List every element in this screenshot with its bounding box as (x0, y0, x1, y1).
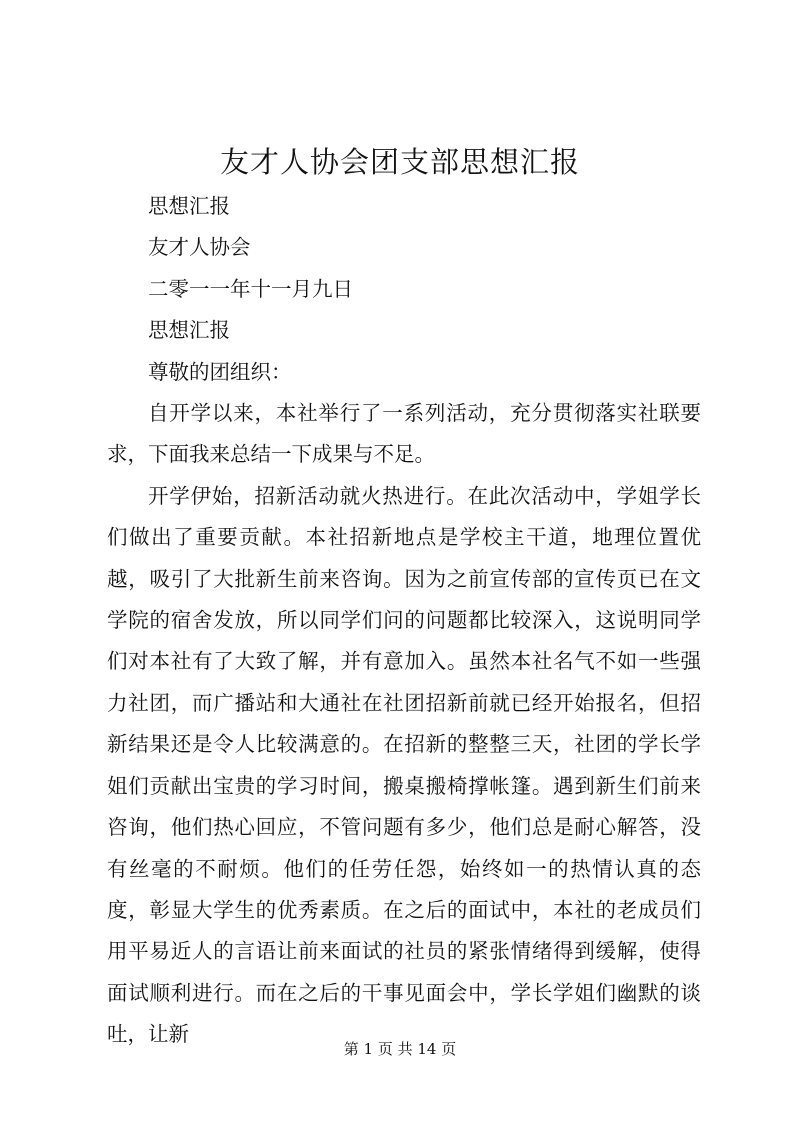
page-footer: 第 1 页 共 14 页 (343, 1040, 457, 1058)
paragraph-intro: 自开学以来，本社举行了一系列活动，充分贯彻落实社联要求，下面我来总结一下成果与不足。 (107, 401, 701, 467)
header-line-report-type: 思想汇报 (148, 194, 230, 218)
header-line-date: 二零一一年十一月九日 (148, 276, 353, 301)
salutation: 尊敬的团组织： (148, 359, 292, 384)
header-line-report-heading: 思想汇报 (148, 318, 230, 343)
paragraph-recruitment: 开学伊始，招新活动就火热进行。在此次活动中，学姐学长们做出了重要贡献。本社招新地点是学校主干道，地理位置优越，吸引了大批新生前来咨询。因为之前宣传部的宣传页已在文学院的宿舍发放，所以同学们问的问题都比较深入，这说明同学们对本社有了大致了解，并有意加入。虽然本社名气不如一些强力社团，而广播站和大通社在社团招新前就已经开始报名，但招新结果还是令人比较满意的。在招新的整整三天，社团的学长学姐们贡献出宝贵的学习时间，搬桌搬椅撑帐篷。遇到新生们前来咨询，他们热心回应，不管问题有多少，他们总是耐心解答，没有丝毫的不耐烦。他们的任劳任怨，始终如一的热情认真的态度，彰显大学生的优秀素质。在之后的面试中，本社的老成员们用平易近人的言语让前来面试的社员的紧张情绪得到缓解，使得面试顺利进行。而在之后的干事见面会中，学长学姐们幽默的谈吐，让新 (107, 483, 701, 1047)
document-title: 友才人协会团支部思想汇报 (219, 145, 580, 179)
document-body (107, 186, 701, 1056)
header-line-organization: 友才人协会 (148, 235, 251, 260)
